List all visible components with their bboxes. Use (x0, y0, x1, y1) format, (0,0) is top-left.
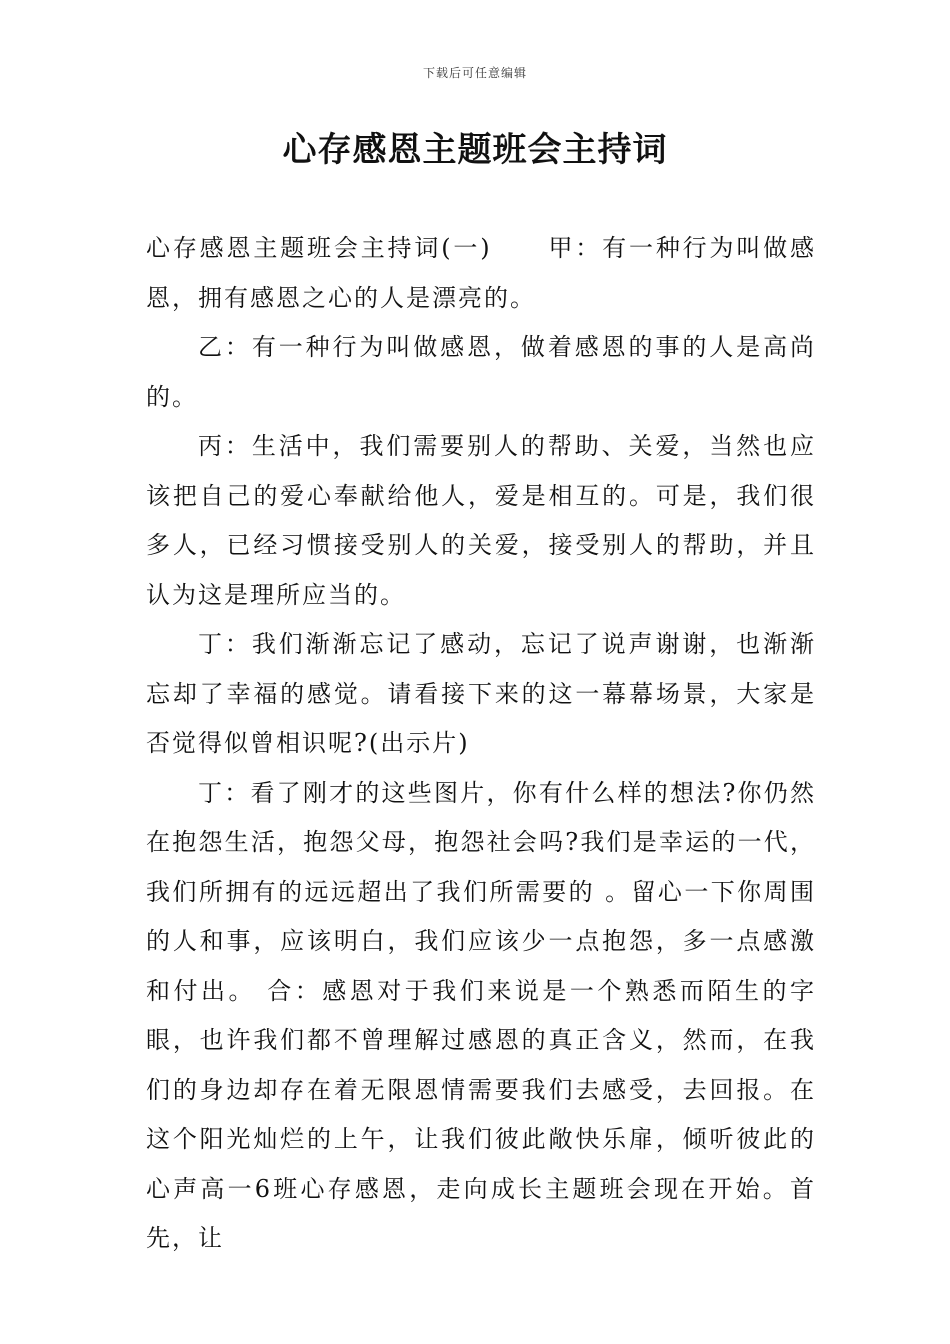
paragraph-2: 乙：有一种行为叫做感恩，做着感恩的事的人是高尚的。 (146, 333, 816, 411)
paragraph-3: 丙：生活中，我们需要别人的帮助、关爱，当然也应该把自己的爱心奉献给他人，爱是相互的。可是，我们很多人，已经习惯接受别人的关爱，接受别人的帮助，并且认为这是理所应当的。 (146, 432, 816, 609)
paragraph-1 (146, 224, 816, 323)
document-title: 心存感恩主题班会主持词 (282, 130, 668, 170)
document-body (146, 224, 816, 1264)
header-note: 下载后可任意编辑 (422, 66, 527, 80)
paragraph-4: 丁：我们渐渐忘记了感动，忘记了说声谢谢，也渐渐忘却了幸福的感觉。请看接下来的这一幕幕场景，大家是否觉得似曾相识呢?(出示片) (146, 630, 816, 757)
paragraph-5: 丁：看了刚才的这些图片，你有什么样的想法?你仍然在抱怨生活，抱怨父母，抱怨社会吗?我们是幸运的一代，我们所拥有的远远超出了我们所需要的 。留心一下你周围的人和事，应该明白，我们应该少一点抱怨，多一点感激和付出。 合：感恩对于我们来说是一个熟悉而陌生的字眼，也许我们都不曾理解过感恩的真正含义，然而，在我们的身边却存在着无限恩情需要我们去感受，去回报。在这个阳光灿烂的上午，让我们彼此敞快乐扉，倾听彼此的心声高一6班心存感恩，走向成长主题班会现在开始。首先，让 (146, 778, 816, 1252)
paragraph-1-text: 甲：有一种行为叫做感恩，拥有感恩之心的人是漂亮的。 (146, 234, 817, 312)
section-heading: 心存感恩主题班会主持词(一) (146, 234, 492, 262)
